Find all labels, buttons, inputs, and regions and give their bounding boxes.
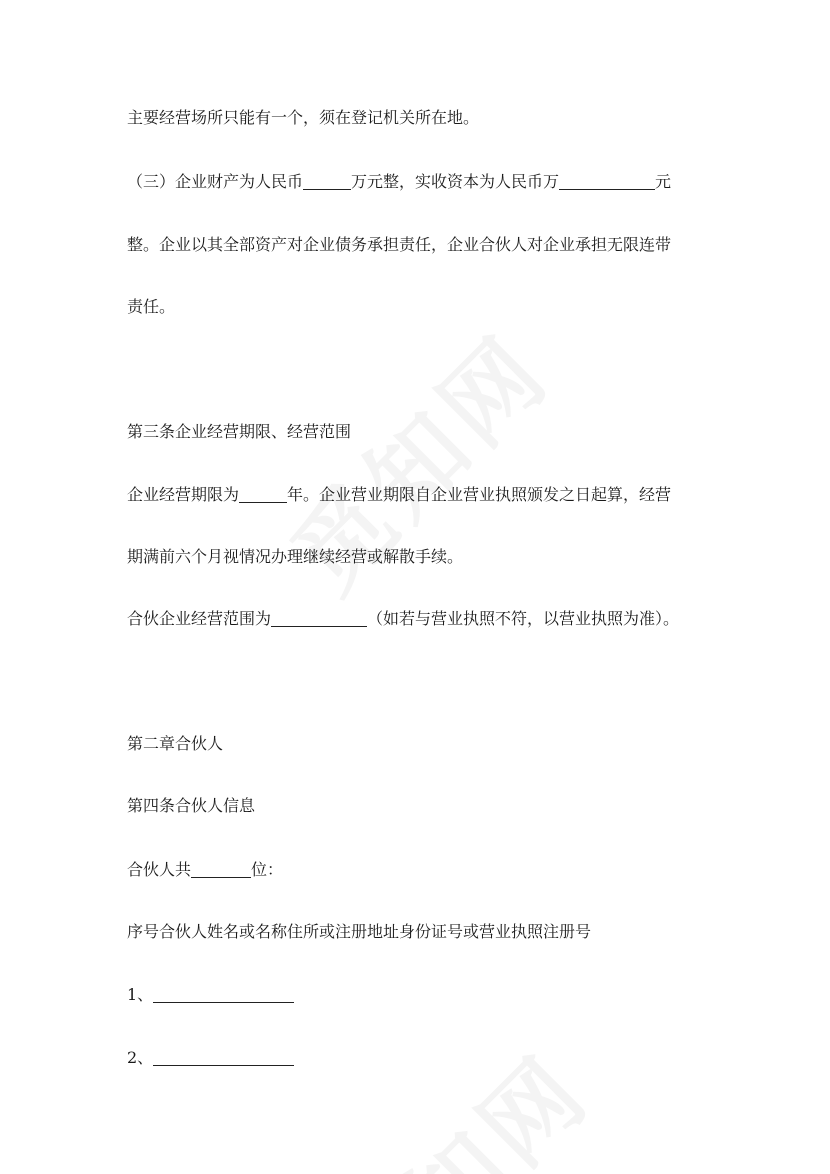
- heading-text: 第二章合伙人: [127, 734, 224, 753]
- paragraph-text: 期满前六个月视情况办理继续经营或解散手续。: [127, 547, 464, 566]
- fill-blank: [559, 171, 655, 190]
- list-item: [127, 1046, 294, 1070]
- paragraph-text: 企业经营期限为: [127, 485, 240, 504]
- paragraph-line: [127, 233, 671, 257]
- chapter-title: [127, 732, 223, 756]
- paragraph-text: 序号合伙人姓名或名称住所或注册地址身份证号或营业执照注册号: [127, 922, 592, 941]
- fill-blank: [153, 1047, 294, 1066]
- watermark: [297, 1020, 614, 1174]
- paragraph-text: 元: [655, 172, 672, 191]
- paragraph-text: 主要经营场所只能有一个，须在登记机关所在地。: [127, 108, 480, 127]
- table-header: [127, 920, 591, 944]
- heading-text: 第四条合伙人信息: [127, 796, 256, 815]
- paragraph-line: [127, 170, 671, 194]
- list-number: 1、: [127, 985, 154, 1004]
- list-number: 2、: [127, 1048, 154, 1067]
- paragraph-line: [127, 607, 679, 631]
- fill-blank: [271, 608, 367, 627]
- paragraph-text: 位：: [251, 860, 284, 879]
- fill-blank: [153, 984, 294, 1003]
- paragraph-line: [127, 106, 479, 130]
- fill-blank: [303, 171, 351, 190]
- paragraph-text: 责任。: [127, 297, 176, 316]
- heading-text: 第三条企业经营期限、经营范围: [127, 422, 352, 441]
- list-item: [127, 983, 294, 1007]
- paragraph-text: 万元整，实收资本为人民币万: [351, 172, 560, 191]
- paragraph-text: 整。企业以其全部资产对企业债务承担责任，企业合伙人对企业承担无限连带: [127, 235, 672, 254]
- fill-blank: [239, 484, 287, 503]
- paragraph-text: （如若与营业执照不符，以营业执照为准）。: [367, 609, 680, 628]
- paragraph-line: [127, 295, 175, 319]
- paragraph-line: [127, 545, 463, 569]
- paragraph-text: 合伙企业经营范围为: [127, 609, 272, 628]
- paragraph-line: [127, 483, 671, 507]
- section-title: [127, 794, 255, 818]
- paragraph-text: 年。企业营业期限自企业营业执照颁发之日起算，经营: [287, 485, 672, 504]
- paragraph-line: [127, 858, 283, 882]
- paragraph-text: （三）企业财产为人民币: [127, 172, 304, 191]
- fill-blank: [191, 859, 251, 878]
- watermark: [257, 300, 574, 617]
- paragraph-text: 合伙人共: [127, 860, 192, 879]
- section-title: [127, 420, 351, 444]
